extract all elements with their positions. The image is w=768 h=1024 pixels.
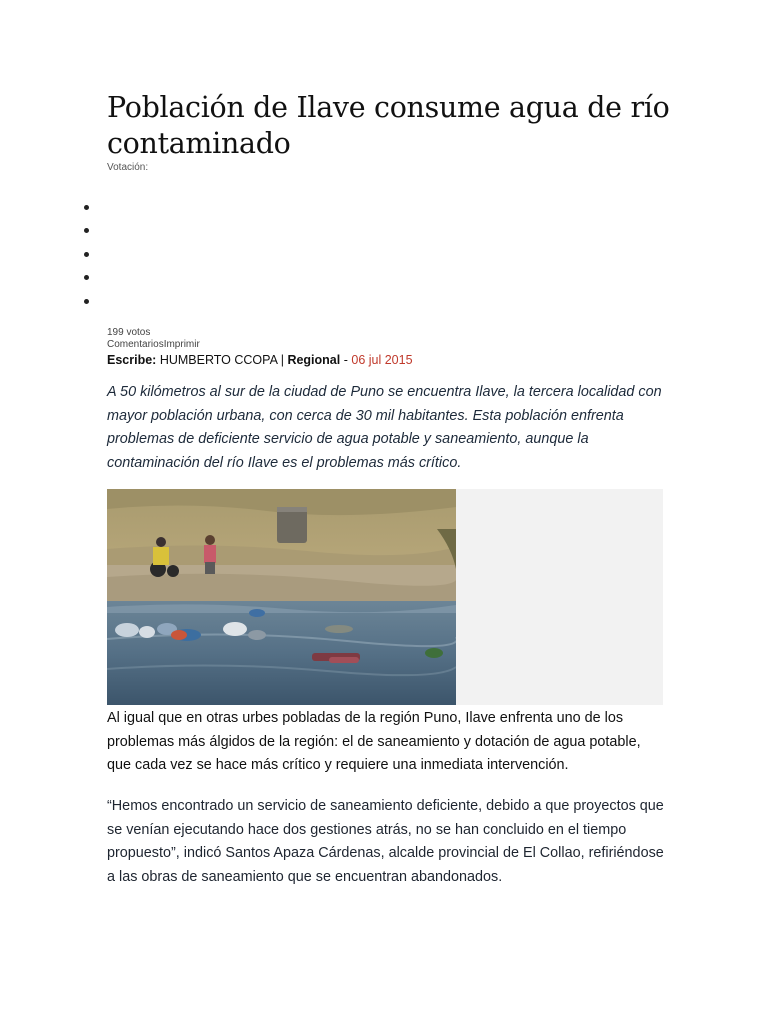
paragraph-1: Al igual que en otras urbes pobladas de la región Puno, Ilave enfrenta uno de los problemas más álgidos de la región: el de saneamiento y dotación de agua potable, que cada vez se hace más crítico y requiere una inmediata intervención. (107, 710, 641, 773)
article-lead: A 50 kilómetros al sur de la ciudad de Puno se encuentra Ilave, la tercera localidad con mayor población urbana, con cerca de 30 mil habitantes. Esta población enfrenta problemas de deficiente servicio de agua potable y saneamiento, aunque la contaminación del río Ilave es el problemas más crítico. (107, 384, 662, 471)
byline (107, 353, 413, 367)
article-title: Población de Ilave consume agua de río contaminado (107, 91, 670, 160)
article-links[interactable]: ComentariosImprimir (107, 339, 200, 350)
byline-dash: - (343, 353, 348, 367)
paragraph-2: “Hemos encontrado un servicio de saneamiento deficiente, debido a que proyectos que se venían ejecutando hace dos gestiones atrás, no se han concluido en el tiempo propuesto”, indicó Santos Apaza Cárdenas, alcalde provincial de El Collao, refiriéndose a las obras de saneamiento que se encuentran abandonados. (107, 798, 664, 885)
river-photo (107, 489, 456, 705)
vote-count: 199 votos (107, 327, 151, 338)
byline-section[interactable]: Regional (287, 353, 341, 367)
byline-separator: | (280, 353, 284, 367)
photo-container (107, 489, 663, 705)
byline-author: HUMBERTO CCOPA (159, 353, 278, 367)
byline-date: 06 jul 2015 (351, 353, 413, 367)
vote-label: Votación: (107, 162, 149, 173)
byline-writes-label: Escribe: (107, 353, 157, 367)
